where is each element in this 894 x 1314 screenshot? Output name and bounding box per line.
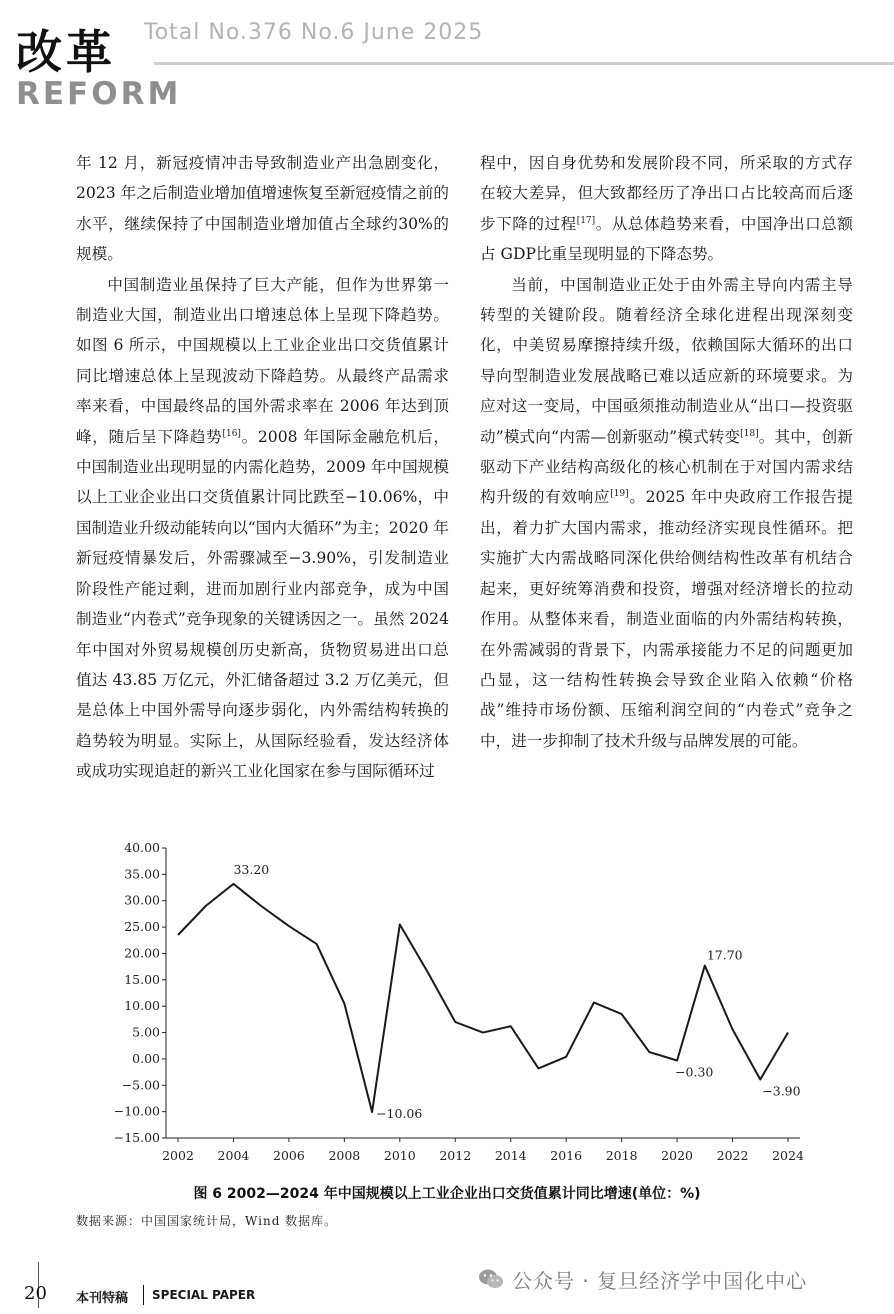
x-tick-label: 2022 bbox=[716, 1148, 749, 1163]
data-label: 33.20 bbox=[233, 861, 270, 877]
x-tick-label: 2002 bbox=[162, 1148, 194, 1163]
y-tick-label: 35.00 bbox=[124, 866, 160, 882]
data-label: −3.90 bbox=[762, 1083, 801, 1099]
x-tick-label: 2008 bbox=[328, 1148, 361, 1163]
paragraph-text: 。从总体趋势来看，中国净出口总额占 GDP比重呈现明显的下降态势。 bbox=[480, 214, 853, 264]
x-tick-label: 2004 bbox=[217, 1148, 250, 1163]
data-label: −10.06 bbox=[376, 1105, 423, 1121]
paragraph-text: 。2008 年国际金融危机后，中国制造业出现明显的内需化趋势，2009 年中国规模以上工业企业出口交货值累计同比跌至−10.06%，中国制造业升级动能转向以“国内大循环”为主；2020 年新冠疫情暴发后，外需骤减至−3.90%，引发制造业阶段性产能过剩，进而加剧行业内部竞争，成为中国制造业“内卷式”竞争现象的关键诱因之一。虽然 2024 年中国对外贸易规模创历史新高，货物贸易进出口总值达 43.85 万亿元，外汇储备超过 3.2 万亿美元，但是总体上中国外需导向逐步弱化，内外需结构转换的趋势较为明显。实际上，从国际经验看，发达经济体或成功实现追赶的新兴工业化国家在参与国际循环过 bbox=[76, 427, 449, 781]
x-tick-label: 2016 bbox=[550, 1148, 583, 1163]
y-tick-label: 0.00 bbox=[132, 1050, 160, 1066]
y-tick-label: 40.00 bbox=[124, 840, 160, 855]
paragraph-text: 当前，中国制造业正处于由外需主导向内需主导转型的关键阶段。随着经济全球化进程出现深刻变化，中美贸易摩擦持续升级，依赖国际大循环的出口导向型制造业发展战略已难以适应新的环境要求。为应对这一变局，中国亟须推动制造业从“出口—投资驱动”模式向“内需—创新驱动”模式转变 bbox=[480, 275, 853, 446]
export-growth-chart bbox=[100, 836, 840, 1176]
citation[interactable]: [17] bbox=[576, 215, 596, 226]
paragraph bbox=[480, 148, 853, 270]
figure-caption: 图 6 2002—2024 年中国规模以上工业企业出口交货值累计同比增速(单位：%) bbox=[193, 1186, 701, 1202]
y-tick-label: −10.00 bbox=[113, 1103, 160, 1119]
y-tick-label: 30.00 bbox=[124, 892, 160, 908]
x-tick-label: 2024 bbox=[772, 1148, 804, 1163]
paragraph-text: 。2025 年中央政府工作报告提出，着力扩大国内需求，推动经济实现良性循环。把实施扩大内需战略同深化供给侧结构性改革有机结合起来，更好统筹消费和投资，增强对经济增长的拉动作用。从整体来看，制造业面临的内外需结构转换，在外需减弱的背景下，内需承接能力不足的问题更加凸显，这一结构性转换会导致企业陷入依赖“价格战”维持市场份额、压缩利润空间的“内卷式”竞争之中，进一步抑制了技术升级与品牌发展的可能。 bbox=[480, 488, 853, 750]
section-label: 本刊特稿 bbox=[76, 1291, 129, 1306]
x-tick-label: 2014 bbox=[494, 1148, 527, 1163]
data-label: 17.70 bbox=[706, 947, 743, 963]
y-tick-label: −15.00 bbox=[113, 1130, 160, 1145]
watermark bbox=[478, 1264, 807, 1294]
issue-info: Total No.376 No.6 June 2025 bbox=[144, 20, 484, 45]
paragraph bbox=[480, 270, 853, 757]
citation[interactable]: [19] bbox=[610, 489, 629, 500]
left-column bbox=[76, 148, 449, 787]
journal-logo-cn: 改革 bbox=[16, 25, 116, 79]
page-number: 20 bbox=[24, 1283, 47, 1304]
paragraph-text: 程中，因自身优势和发展阶段不同，所采取的方式存在较大差异，但大致都经历了净出口占比较高而后逐步下降的过程 bbox=[480, 154, 853, 233]
x-tick-label: 2006 bbox=[273, 1148, 305, 1163]
paragraph bbox=[76, 270, 449, 787]
citation[interactable]: [16] bbox=[222, 428, 241, 439]
y-tick-label: 20.00 bbox=[124, 945, 160, 961]
journal-logo-en: REFORM bbox=[16, 76, 182, 112]
x-tick-label: 2020 bbox=[661, 1148, 693, 1163]
y-tick-label: 10.00 bbox=[124, 998, 160, 1014]
header-rule bbox=[154, 62, 894, 65]
data-source: 数据来源：中国国家统计局，Wind 数据库。 bbox=[76, 1214, 338, 1228]
y-tick-label: −5.00 bbox=[121, 1077, 160, 1093]
paragraph-text: 中国制造业虽保持了巨大产能，但作为世界第一制造业大国，制造业出口增速总体上呈现下降趋势。如图 6 所示，中国规模以上工业企业出口交货值累计同比增速总体上呈现波动下降趋势。从最终产品需求率来看，中国最终品的国外需求率在 2006 年达到顶峰，随后呈下降趋势 bbox=[76, 275, 449, 446]
x-tick-label: 2010 bbox=[383, 1148, 416, 1163]
x-tick-label: 2018 bbox=[605, 1148, 638, 1163]
watermark-text: 公众号 · 复旦经济学中国化中心 bbox=[512, 1268, 808, 1293]
masthead bbox=[14, 10, 894, 112]
paragraph-text: 。其中，创新驱动下产业结构高级化的核心机制在于对国内需求结构升级的有效响应 bbox=[480, 427, 853, 507]
data-label: −0.30 bbox=[675, 1064, 714, 1080]
footer-separator bbox=[143, 1285, 144, 1305]
x-tick-label: 2012 bbox=[439, 1148, 472, 1163]
citation[interactable]: [18] bbox=[740, 428, 759, 439]
right-column bbox=[480, 148, 853, 756]
wechat-icon bbox=[478, 1268, 504, 1290]
y-tick-label: 25.00 bbox=[124, 919, 160, 935]
line-chart bbox=[100, 836, 840, 1176]
y-tick-label: 5.00 bbox=[132, 1024, 160, 1040]
section-label-en: SPECIAL PAPER bbox=[152, 1288, 256, 1302]
paragraph: 年 12 月，新冠疫情冲击导致制造业产出急剧变化，2023 年之后制造业增加值增速恢复至新冠疫情之前的水平，继续保持了中国制造业增加值占全球约30%的规模。 bbox=[76, 154, 449, 264]
y-tick-label: 15.00 bbox=[124, 971, 160, 987]
